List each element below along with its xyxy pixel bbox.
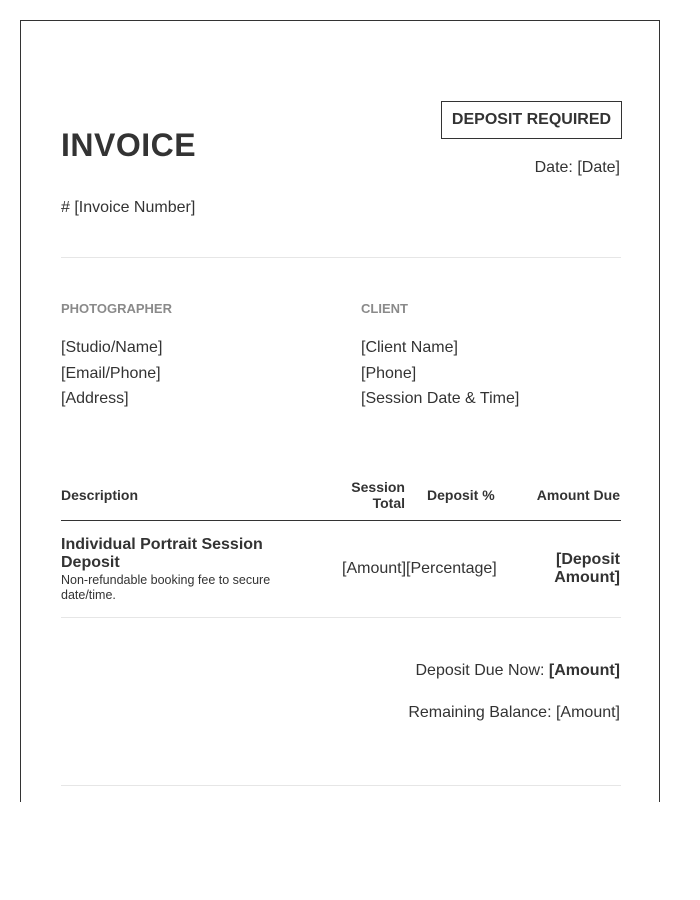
header-divider	[61, 257, 621, 258]
client-session-datetime: [Session Date & Time]	[361, 390, 520, 407]
column-header-session-total-line2: Total	[372, 495, 405, 511]
invoice-number: # [Invoice Number]	[61, 199, 196, 216]
column-header-description: Description	[61, 487, 139, 503]
deposit-due-now	[416, 662, 621, 680]
deposit-due-label: Deposit Due Now:	[415, 662, 545, 679]
photographer-address: [Address]	[61, 390, 129, 407]
client-label: CLIENT	[361, 301, 408, 316]
line-item-description: Non-refundable booking fee to secure date/time.	[61, 573, 271, 602]
photographer-studio: [Studio/Name]	[61, 339, 163, 356]
client-phone: [Phone]	[361, 365, 417, 382]
photographer-label: PHOTOGRAPHER	[61, 301, 172, 316]
invoice-date: Date: [Date]	[534, 159, 620, 176]
column-header-deposit-percent: Deposit %	[427, 487, 495, 503]
invoice-page	[20, 20, 660, 802]
column-header-amount-due: Amount Due	[536, 487, 620, 503]
client-name: [Client Name]	[361, 339, 458, 356]
line-item-title: Individual Portrait Session Deposit	[61, 536, 263, 571]
remaining-balance-value: [Amount]	[555, 704, 620, 721]
footer-divider	[61, 785, 621, 786]
remaining-balance-label: Remaining Balance:	[408, 704, 552, 721]
deposit-due-value: [Amount]	[548, 662, 620, 679]
table-header-rule	[61, 520, 621, 521]
table-row-divider	[61, 617, 621, 618]
photographer-contact: [Email/Phone]	[61, 365, 161, 382]
line-item-deposit-percent: [Percentage]	[406, 560, 497, 577]
remaining-balance	[408, 704, 620, 722]
line-item-session-total: [Amount]	[342, 560, 407, 577]
invoice-title: INVOICE	[61, 127, 197, 163]
line-item-amount-due-line1: [Deposit	[556, 551, 620, 568]
line-item-amount-due-line2: Amount]	[554, 569, 620, 586]
deposit-required-badge: DEPOSIT REQUIRED	[441, 101, 622, 139]
column-header-session-total-line1: Session	[351, 479, 405, 495]
